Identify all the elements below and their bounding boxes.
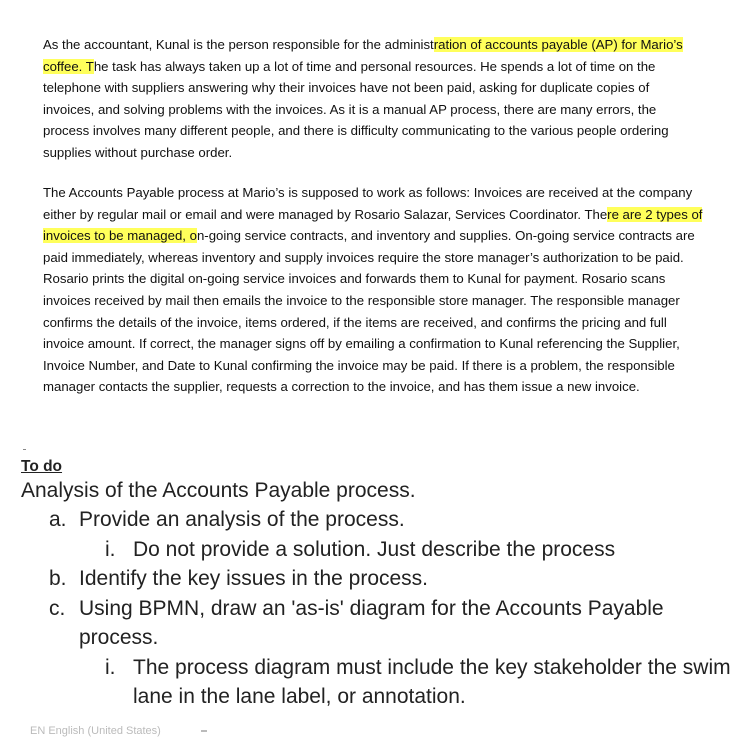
todo-main-task: Analysis of the Accounts Payable process. — [21, 479, 416, 502]
section-divider-mark — [23, 449, 26, 450]
case-paragraph-1-text-start: As the accountant, Kunal is the person responsible for the administ — [43, 37, 434, 52]
todo-list — [21, 505, 731, 712]
todo-item-c-i — [21, 653, 731, 712]
todo-item-c — [21, 594, 731, 653]
todo-heading: To do — [21, 458, 63, 475]
case-paragraph-2-text-start: The Accounts Payable process at Mario’s is supposed to work as follows: Invoices are received at the company either by regular mail or email and were managed by Rosario Salazar, Services Coordinator. The — [43, 185, 693, 222]
todo-item-marker: a. — [49, 508, 67, 531]
todo-item-text: Do not provide a solution. Just describe the process — [133, 537, 616, 561]
case-paragraph-2 — [43, 182, 703, 398]
language-status[interactable] — [30, 725, 207, 737]
todo-item-marker: b. — [49, 567, 67, 590]
case-paragraph-2-highlight: re are 2 types of invoices to be managed, o — [43, 206, 703, 244]
language-indicator[interactable]: EN English (United States) — [30, 725, 161, 737]
todo-item-text: Provide an analysis of the process. — [79, 508, 405, 531]
todo-item-b — [21, 564, 731, 594]
todo-item-text: Using BPMN, draw an 'as-is' diagram for the Accounts Payable process. — [79, 596, 664, 649]
todo-section — [21, 457, 731, 712]
case-paragraph-1-highlight: ration of accounts payable (AP) for Mario’s coffee. T — [43, 37, 683, 74]
todo-item-text: Identify the key issues in the process. — [79, 567, 429, 590]
case-paragraph-2-text-end: n-going service contracts, and inventory and supplies. On-going service contracts are paid immediately, whereas inventory and supply invoices require the store manager’s authorization to be paid. Rosario prints the digital on-going service invoices and forwards them to Kunal for payment. Rosario scans invoices received by mail then emails the invoice to the responsible store manager. The responsible manager confirms the details of the invoice, items ordered, if the items are received, and confirms the pricing and full invoice amount. If correct, the manager signs off by emailing a confirmation to Kunal referencing the Supplier, Invoice Number, and Date to Kunal confirming the invoice may be paid. If there is a problem, the responsible manager contacts the supplier, requests a correction to the invoice, and has them issue a new invoice. — [43, 228, 695, 395]
todo-item-marker: c. — [49, 596, 66, 620]
todo-item-a — [21, 505, 731, 535]
status-dropdown-icon[interactable] — [201, 730, 207, 732]
case-paragraph-1-text-end: he task has always taken up a lot of time and personal resources. He spends a lot of time on the telephone with suppliers answering why their invoices have not been paid, asking for duplicate copies of invoices, and solving problems with the invoices. As it is a manual AP process, there are many errors, the process involves many different people, and there is difficulty communicating to the various people ordering supplies without purchase order. — [43, 58, 669, 160]
todo-item-a-i — [21, 535, 731, 565]
todo-item-marker: i. — [105, 537, 116, 561]
todo-item-text: The process diagram must include the key stakeholder the swim lane in the lane label, or annotation. — [133, 655, 731, 708]
case-paragraph-1 — [43, 34, 703, 164]
todo-item-marker: i. — [105, 655, 116, 679]
